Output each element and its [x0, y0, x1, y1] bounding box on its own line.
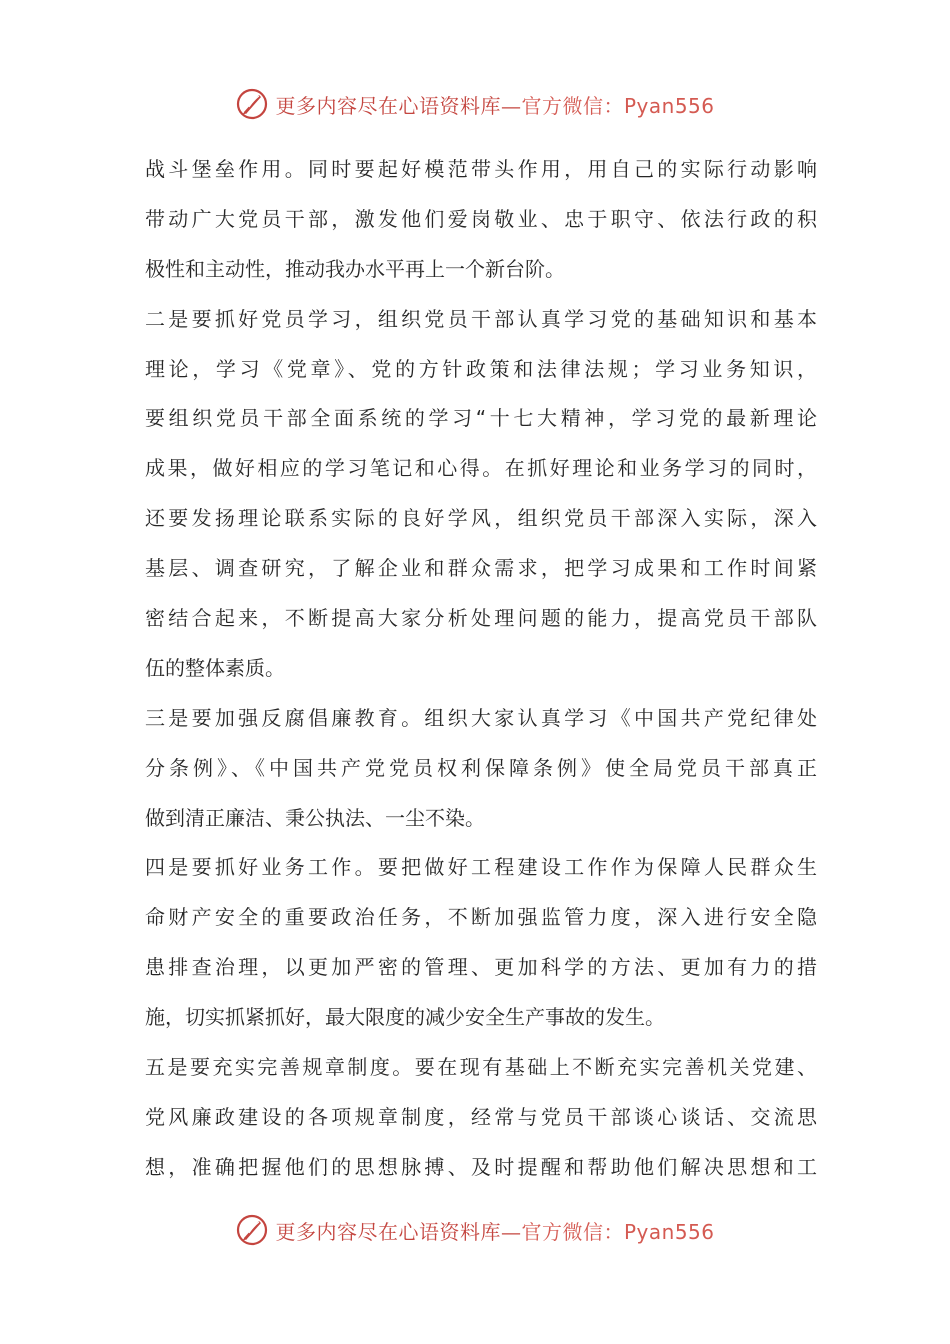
header-banner-content — [235, 87, 714, 121]
document-body — [145, 145, 817, 1193]
body-line: 党风廉政建设的各项规章制度，经常与党员干部谈心谈话、交流思 — [145, 1104, 817, 1129]
quill-pen-logo-icon — [235, 1213, 269, 1247]
body-line: 施，切实抓紧抓好，最大限度的减少安全生产事故的发生。 — [145, 1005, 665, 1030]
body-line: 还要发扬理论联系实际的良好学风，组织党员干部深入实际，深入 — [145, 506, 817, 531]
footer-banner-text — [275, 1216, 714, 1245]
header-official-label: 官方微信： — [521, 93, 624, 118]
header-banner — [0, 84, 950, 124]
body-line: 要组织党员干部全面系统的学习“十七大精神，学习党的最新理论 — [145, 406, 817, 431]
body-line: 带动广大党员干部，激发他们爱岗敬业、忠于职守、依法行政的积 — [145, 206, 817, 231]
footer-site-name: 更多内容尽在心语资料库 — [275, 1219, 501, 1244]
body-line: 想，准确把握他们的思想脉搏、及时提醒和帮助他们解决思想和工 — [145, 1154, 817, 1179]
body-line: 做到清正廉洁、秉公执法、一尘不染。 — [145, 805, 485, 830]
header-wechat-id: Pyan556 — [623, 93, 715, 118]
body-line: 基层、调查研究，了解企业和群众需求，把学习成果和工作时间紧 — [145, 556, 817, 581]
body-line: 二是要抓好党员学习，组织党员干部认真学习党的基础知识和基本 — [145, 306, 817, 331]
body-line: 命财产安全的重要政治任务，不断加强监管力度，深入进行安全隐 — [145, 905, 817, 930]
body-line: 成果，做好相应的学习笔记和心得。在抓好理论和业务学习的同时， — [145, 456, 817, 481]
body-line: 伍的整体素质。 — [145, 655, 285, 680]
footer-official-label: 官方微信： — [521, 1219, 624, 1244]
body-line: 密结合起来，不断提高大家分析处理问题的能力，提高党员干部队 — [145, 606, 817, 631]
header-site-name: 更多内容尽在心语资料库 — [275, 93, 501, 118]
footer-banner-content — [235, 1213, 714, 1247]
body-line: 四是要抓好业务工作。要把做好工程建设工作作为保障人民群众生 — [145, 855, 817, 880]
footer-dash: — — [500, 1219, 522, 1244]
header-banner-text — [275, 90, 714, 119]
header-dash: — — [500, 93, 522, 118]
body-line: 五是要充实完善规章制度。要在现有基础上不断充实完善机关党建、 — [145, 1055, 817, 1080]
body-line: 战斗堡垒作用。同时要起好模范带头作用，用自己的实际行动影响 — [145, 157, 817, 181]
body-line: 理论，学习《党章》、党的方针政策和法律法规；学习业务知识， — [145, 356, 817, 381]
body-line: 三是要加强反腐倡廉教育。组织大家认真学习《中国共产党纪律处 — [145, 705, 817, 730]
footer-wechat-id: Pyan556 — [623, 1219, 715, 1244]
body-line: 极性和主动性，推动我办水平再上一个新台阶。 — [145, 256, 565, 281]
body-line: 患排查治理，以更加严密的管理、更加科学的方法、更加有力的措 — [145, 955, 817, 980]
body-line: 分条例》、《中国共产党党员权利保障条例》使全局党员干部真正 — [145, 755, 817, 780]
footer-banner — [0, 1210, 950, 1250]
quill-pen-logo-icon — [235, 87, 269, 121]
